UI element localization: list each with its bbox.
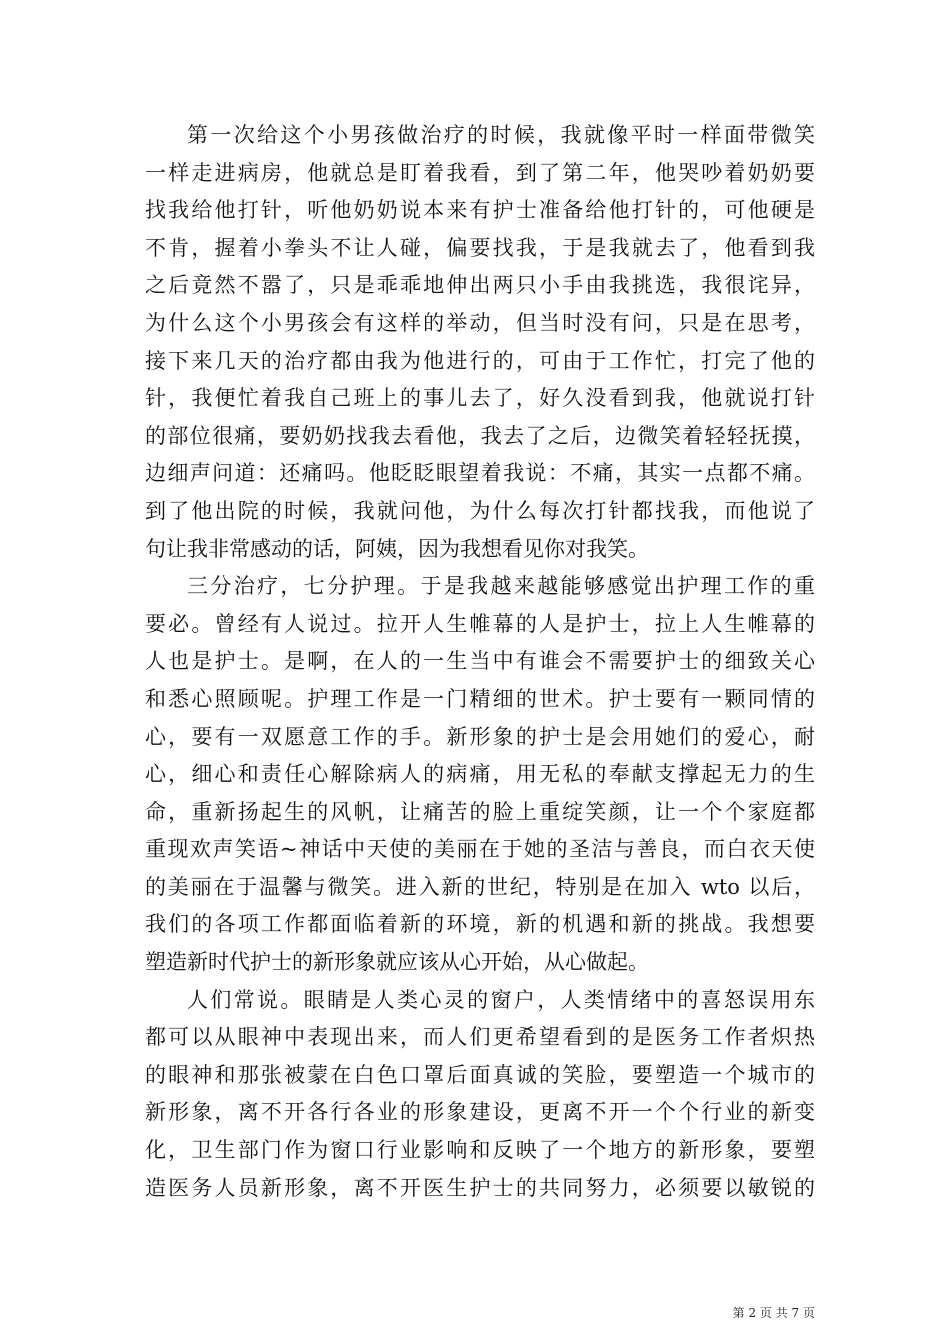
text-line: 不肯，握着小拳头不让人碰，偏要找我，于是我就去了，他看到我 <box>145 235 815 260</box>
text-line: 到了他出院的时候，我就问他，为什么每次打针都找我，而他说了 <box>145 498 815 523</box>
text-line: 找我给他打针，听他奶奶说本来有护士准备给他打针的，可他硬是 <box>145 198 815 223</box>
text-line: 为什么这个小男孩会有这样的举动，但当时没有问，只是在思考， <box>145 310 815 335</box>
text-line: 心，要有一双愿意工作的手。新形象的护士是会用她们的爱心，耐 <box>145 724 815 749</box>
text-line: 一样走进病房，他就总是盯着我看，到了第二年，他哭吵着奶奶要 <box>145 160 815 185</box>
text-line: 接下来几天的治疗都由我为他进行的，可由于工作忙，打完了他的 <box>145 348 815 373</box>
text-line-paragraph-1-start: 第一次给这个小男孩做治疗的时候，我就像平时一样面带微笑 <box>187 123 815 147</box>
text-line-paragraph-2-start: 三分治疗，七分护理。于是我越来越能够感觉出护理工作的重 <box>187 574 815 599</box>
text-line: 化，卫生部门作为窗口行业影响和反映了一个地方的新形象，要塑 <box>145 1138 815 1163</box>
text-line: 针，我便忙着我自己班上的事儿去了，好久没看到我，他就说打针 <box>145 386 815 411</box>
text-line: 造医务人员新形象，离不开医生护士的共同努力，必须要以敏锐的 <box>145 1175 815 1200</box>
text-line: 重现欢声笑语~神话中天使的美丽在于她的圣洁与善良，而白衣天使 <box>145 837 815 862</box>
text-line-paragraph-2-end: 塑造新时代护士的新形象就应该从心开始，从心做起。 <box>145 950 649 975</box>
text-line: 的眼神和那张被蒙在白色口罩后面真诚的笑脸，要塑造一个城市的 <box>145 1062 815 1087</box>
text-line: 之后竟然不嚣了，只是乖乖地伸出两只小手由我挑选，我很诧异， <box>145 273 815 298</box>
text-line: 的部位很痛，要奶奶找我去看他，我去了之后，边微笑着轻轻抚摸， <box>145 423 815 448</box>
page-number: 第 2 页 共 7 页 <box>732 1306 815 1320</box>
text-line: 心，细心和责任心解除病人的病痛，用无私的奉献支撑起无力的生 <box>145 762 815 787</box>
text-line: 要必。曾经有人说过。拉开人生帷幕的人是护士，拉上人生帷幕的 <box>145 611 815 636</box>
text-line: 我们的各项工作都面临着新的环境，新的机遇和新的挑战。我想要 <box>145 912 815 937</box>
text-line: 和悉心照顾呢。护理工作是一门精细的世术。护士要有一颗同情的 <box>145 686 815 711</box>
text-line: 边细声问道：还痛吗。他眨眨眼望着我说：不痛，其实一点都不痛。 <box>145 461 815 486</box>
text-line: 命，重新扬起生的风帆，让痛苦的脸上重绽笑颜，让一个个家庭都 <box>145 799 815 824</box>
text-line: 新形象，离不开各行各业的形象建设，更离不开一个个行业的新变 <box>145 1100 815 1125</box>
text-line-paragraph-3-start: 人们常说。眼睛是人类心灵的窗户，人类情绪中的喜怒误用东 <box>187 987 815 1012</box>
text-line: 都可以从眼神中表现出来，而人们更希望看到的是医务工作者炽热 <box>145 1025 815 1050</box>
text-line: 人也是护士。是啊，在人的一生当中有谁会不需要护士的细致关心 <box>145 649 815 674</box>
text-line: 的美丽在于温馨与微笑。进入新的世纪，特别是在加入 wto 以后， <box>145 874 815 899</box>
text-line-paragraph-1-end: 句让我非常感动的话，阿姨，因为我想看见你对我笑。 <box>145 536 649 561</box>
body-text <box>145 117 815 1207</box>
